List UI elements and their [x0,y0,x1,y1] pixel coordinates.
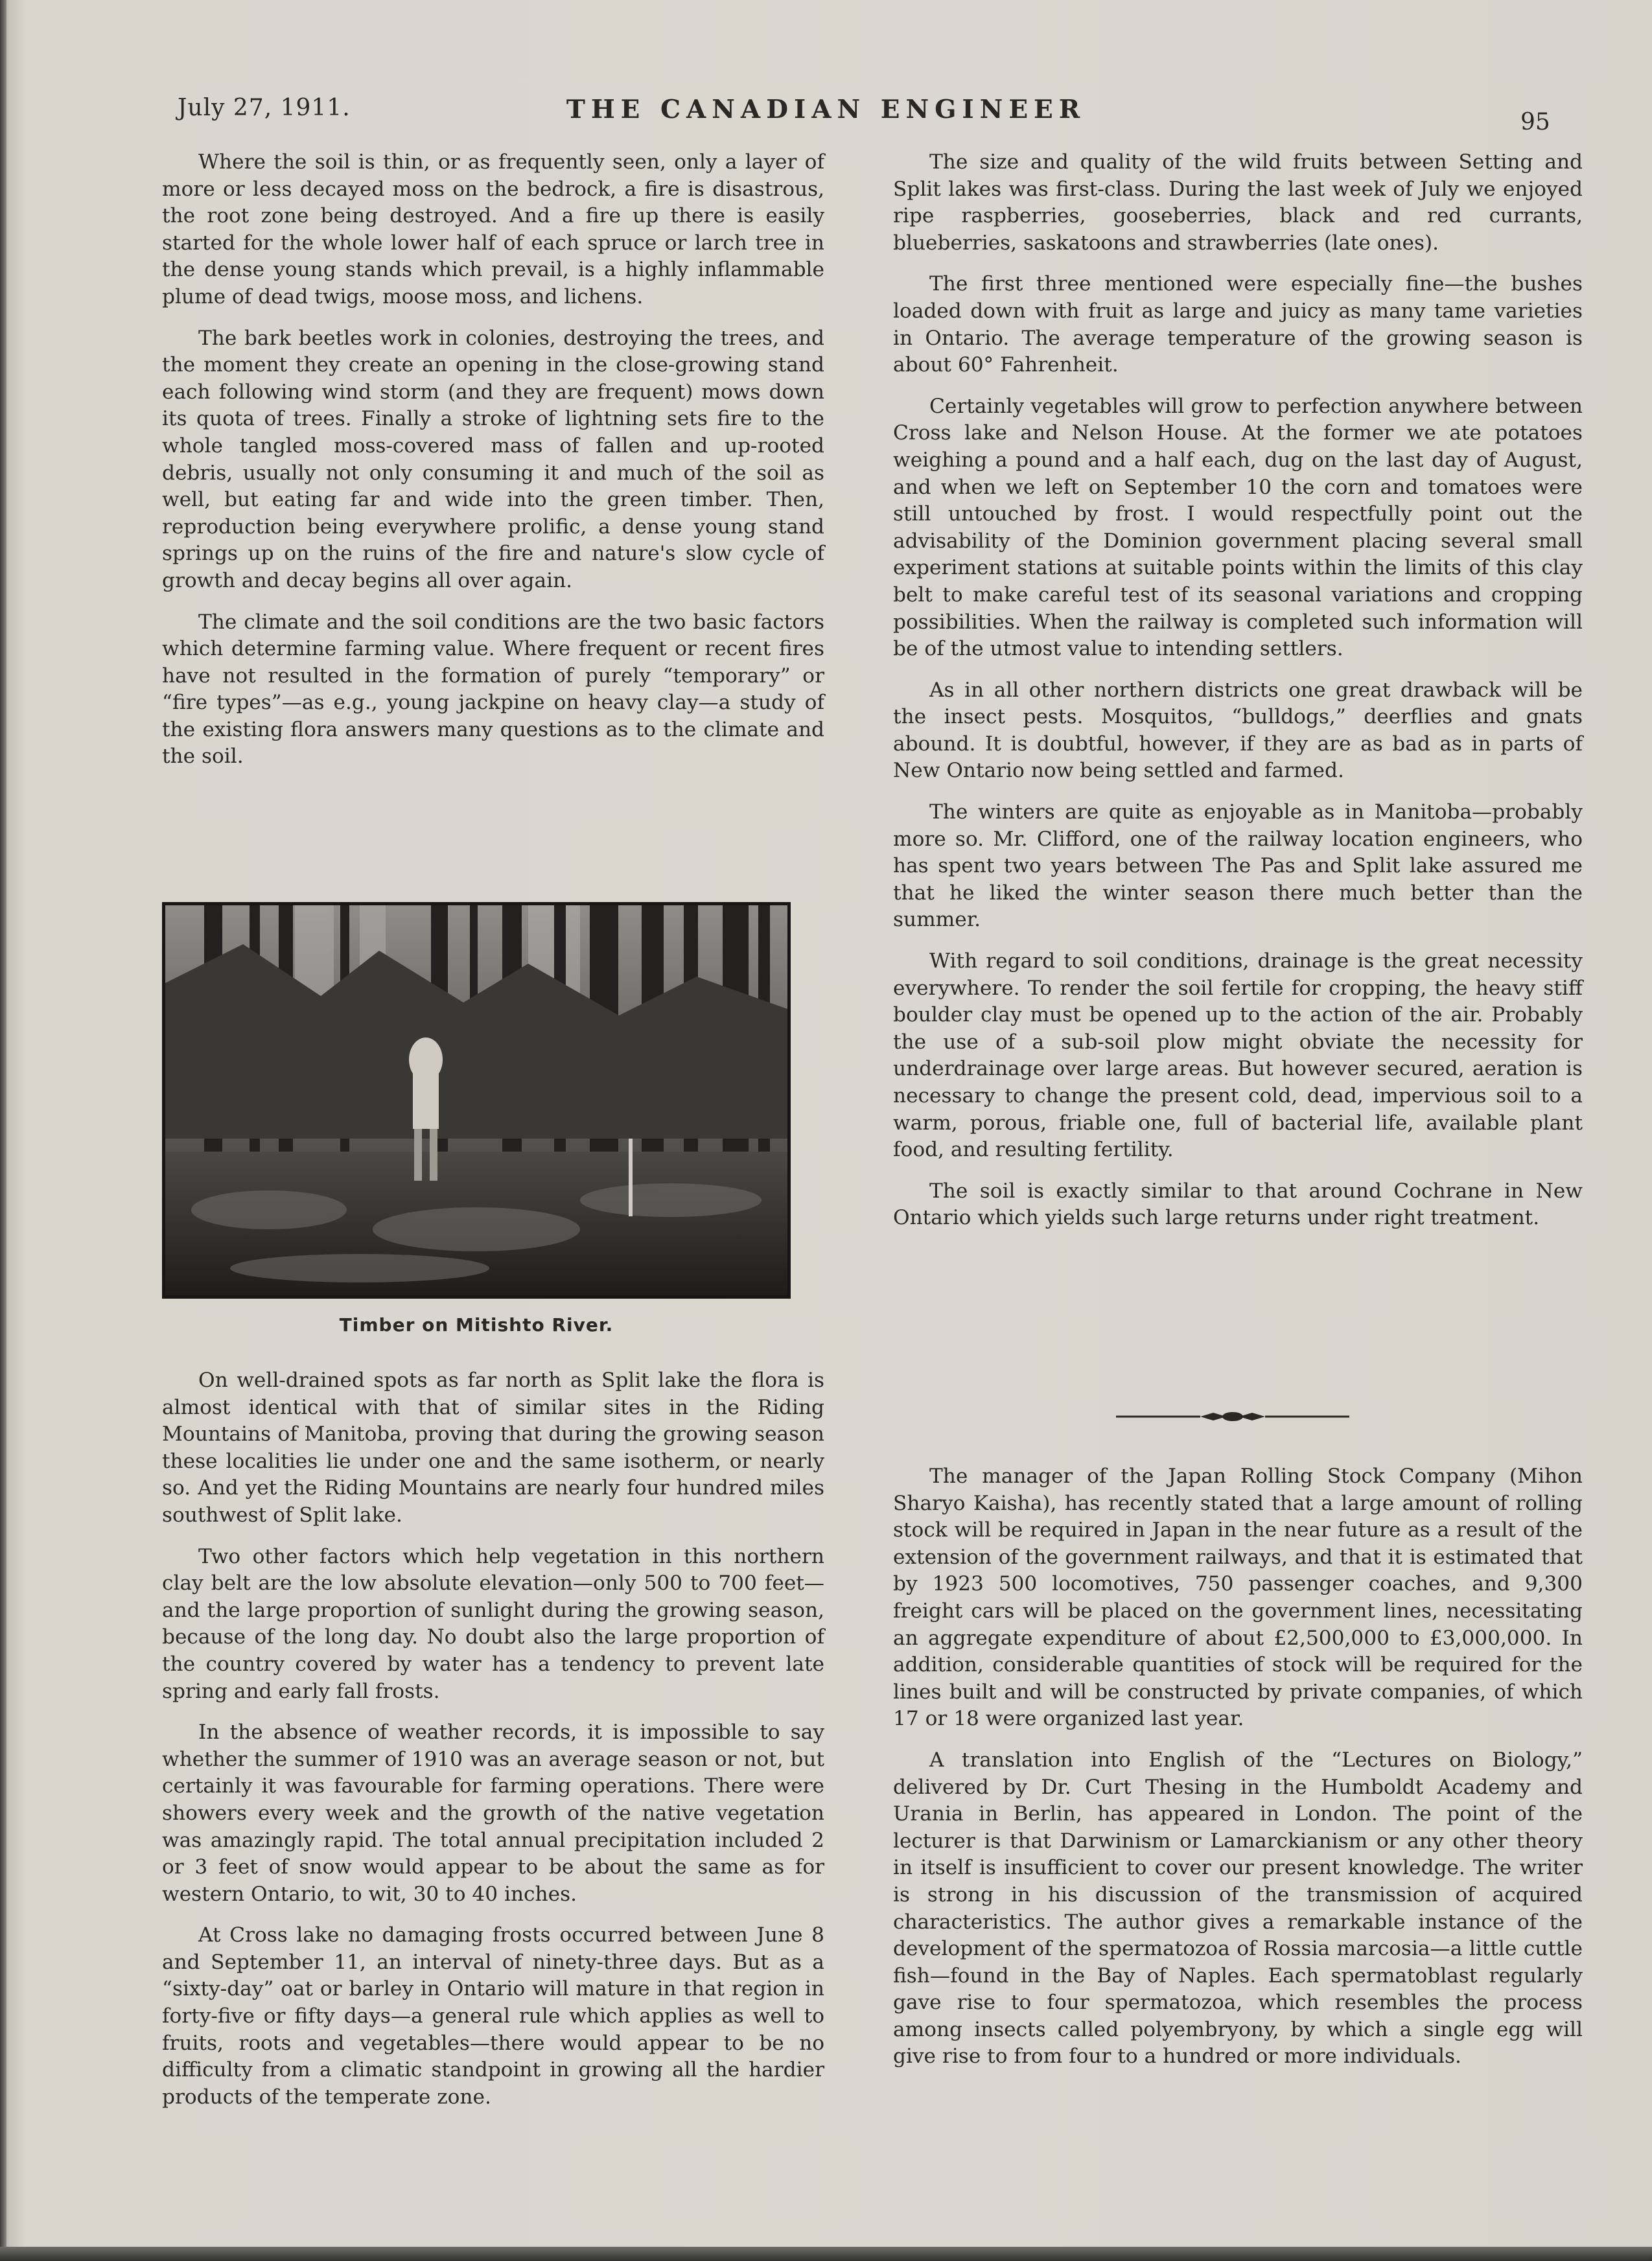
section-divider-ornament [1116,1410,1349,1423]
paragraph: With regard to soil conditions, drainage is the great necessity everywhere. To render the soil fertile for cropping, the heavy stiff boulder clay must be opened up to the action of the air. Probably the use of a sub-soil plow might obviate the necessity for underdrainage over large areas. But however secured, aeration is necessary to change the present cold, dead, impervious soil to a warm, porous, friable one, full of bacterial life, available plant food, and resulting fertility. [893,949,1583,1162]
issue-date: July 27, 1911. [178,95,351,121]
paragraph: The bark beetles work in colonies, destroying the trees, and the moment they create an opening in the close-growing stand each following wind storm (and they are frequent) mows down its quota of trees. Finally a stroke of lightning sets fire to the whole tangled moss-covered mass of fallen and up-rooted debris, usually not only consuming it and much of the soil as well, but eating far and wide into the green timber. Then, reproduction being everywhere prolific, a dense young stand springs up on the ruins of the fire and nature's slow cycle of growth and decay begins all over again. [162,326,824,592]
paragraph: A translation into English of the “Lectures on Biology,” delivered by Dr. Curt Thesing in the Humboldt Academy and Urania in Berlin, has appeared in London. The point of the lecturer is that Darwinism or Lamarckianism or any other theory in itself is insufficient to cover our present knowledge. The writer is strong in his discussion of the transmission of acquired characteristics. The author gives a remarkable instance of the development of the spermatozoa of Rossia marcosia—a little cuttle fish—found in the Bay of Naples. Each spermatoblast regularly gave rise to four spermatozoa, which resembles the process among insects called polyembryony, by which a single egg will give rise to from four to a hundred or more individuals. [893,1748,1583,2069]
paragraph: Certainly vegetables will grow to perfection anywhere between Cross lake and Nelson House. At the former we ate potatoes weighing a pound and a half each, dug on the last day of August, and when we left on September 10 the corn and tomatoes were still untouched by frost. I would respectfully point out the advisability of the Dominion government placing several small experiment stations at suitable points within the limits of this clay belt to make careful test of its seasonal variations and cropping possibilities. When the railway is completed such information will be of the utmost value to intending settlers. [893,394,1583,661]
paragraph: Two other factors which help vegetation in this northern clay belt are the low absolute elevation—only 500 to 700 feet—and the large proportion of sunlight during the growing season, because of the long day. No doubt also the large proportion of the country covered by water has a tendency to prevent late spring and early fall frosts. [162,1544,824,1703]
journal-title: THE CANADIAN ENGINEER [566,95,1086,124]
paragraph: The soil is exactly similar to that around Cochrane in New Ontario which yields such large returns under right treatment. [893,1179,1583,1230]
paragraph: The size and quality of the wild fruits between Setting and Split lakes was first-class. During the last week of July we enjoyed ripe raspberries, gooseberries, black and red currants, blueberries, saskatoons and strawberries (late ones). [893,150,1583,255]
scan-edge [0,2247,1652,2261]
paragraph: Where the soil is thin, or as frequently seen, only a layer of more or less decayed moss on the bedrock, a fire is disastrous, the root zone being destroyed. And a fire up there is easily started for the whole lower half of each spruce or larch tree in the dense young stands which prevail, is a highly inflammable plume of dead twigs, moose moss, and lichens. [162,150,824,308]
forest-photograph [162,902,791,1299]
paragraph: As in all other northern districts one great drawback will be the insect pests. Mosquitos, “bulldogs,” deerflies and gnats abound. It is doubtful, however, if they are as bad as in parts of New Ontario now being settled and farmed. [893,678,1583,783]
paragraph: On well-drained spots as far north as Split lake the flora is almost identical with that of similar sites in the Riding Mountains of Manitoba, proving that during the growing season these localities lie under one and the same isotherm, or nearly so. And yet the Riding Mountains are nearly four hundred miles southwest of Split lake. [162,1369,824,1527]
paragraph: The climate and the soil conditions are the two basic factors which determine farming value. Where frequent or recent fires have not resulted in the formation of purely “temporary” or “fire types”—as e.g., young jackpine on heavy clay—a study of the existing flora answers many questions as to the climate and the soil. [162,610,824,769]
timber-photo-illustration [165,905,787,1295]
paragraph: The first three mentioned were especially fine—the bushes loaded down with fruit as large and juicy as many tame varieties in Ontario. The average temperature of the growing season is about 60° Fahrenheit. [893,272,1583,377]
paragraph: The manager of the Japan Rolling Stock Company (Mihon Sharyo Kaisha), has recently stated that a large amount of rolling stock will be required in Japan in the near future as a result of the extension of the government railways, and that it is estimated that by 1923 500 locomotives, 750 passenger coaches, and 9,300 freight cars will be placed on the government lines, necessitating an aggregate expenditure of about £2,500,000 to £3,000,000. In addition, considerable quantities of stock will be required for the lines built and will be constructed by private companies, of which 17 or 18 were organized last year. [893,1465,1583,1731]
left-column-bottom [162,1367,824,2125]
left-column-top [162,149,824,785]
page-number: 95 [1520,109,1550,135]
right-column-bottom [893,1463,1583,2085]
paragraph: In the absence of weather records, it is impossible to say whether the summer of 1910 was an average season or not, but certainly it was favourable for farming operations. There were showers every week and the growth of the native vegetation was amazingly rapid. The total annual precipitation included 2 or 3 feet of snow would appear to be about the same as for western Ontario, to wit, 30 to 40 inches. [162,1721,824,1906]
paragraph: At Cross lake no damaging frosts occurred between June 8 and September 11, an interval of ninety-three days. But as a “sixty-day” oat or barley in Ontario will mature in that region in forty-five or fifty days—a general rule which applies as well to fruits, roots and vegetables—there would appear to be no difficulty from a climatic standpoint in growing all the hardier products of the temperate zone. [162,1923,824,2109]
paragraph: The winters are quite as enjoyable as in Manitoba—probably more so. Mr. Clifford, one of the railway location engineers, who has spent two years between The Pas and Split lake assured me that he liked the winter season there much better than the summer. [893,800,1583,932]
photo-caption: Timber on Mitishto River. [339,1314,614,1336]
hiker-figure [409,1038,443,1129]
right-column-top [893,149,1583,1246]
binding-shadow [0,0,6,2261]
